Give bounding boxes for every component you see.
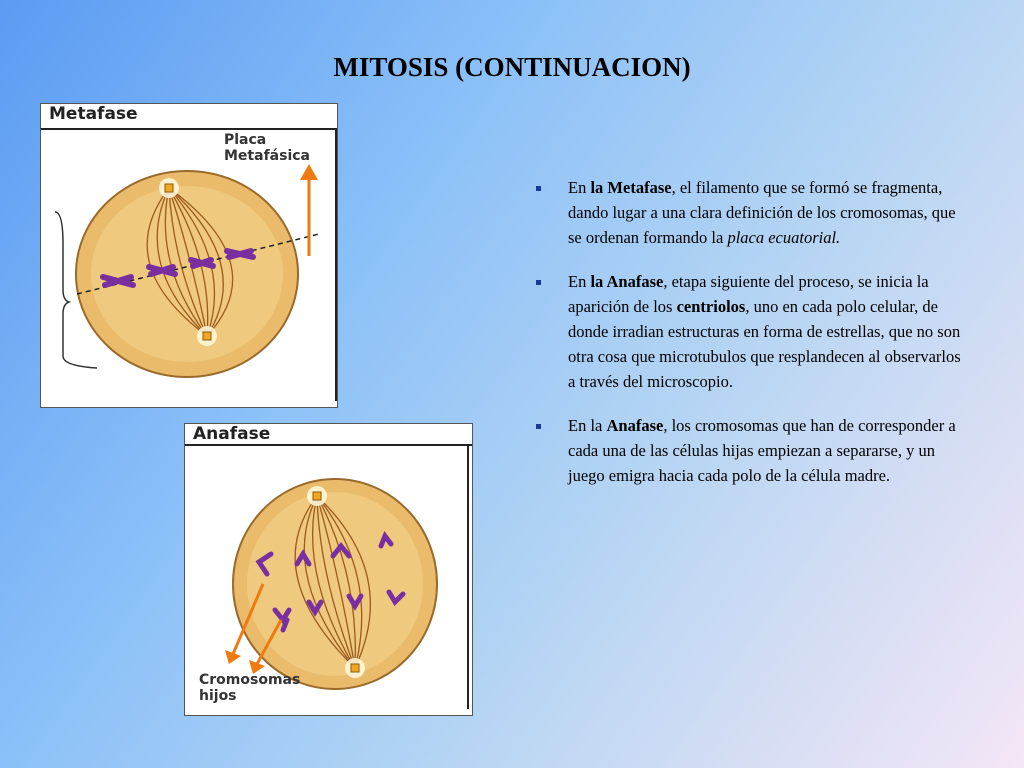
bullet-1-bold: la Metafase [590, 178, 672, 197]
bullet-1-text-b: , el filamento que se formó se fragmenta, dando lugar a una clara definición de los cromosomas, que se ordenan formando la [568, 178, 956, 247]
bullet-3-text-a: En la [568, 416, 607, 436]
anaphase-note-line1: Cromosomas [199, 672, 301, 688]
bullet-2-bold-a: la Anafase [590, 272, 664, 292]
metaphase-label: Metafase [49, 104, 138, 124]
metaphase-centriole-bottom [197, 326, 217, 346]
bullet-2-bold-b: centriolos [676, 297, 746, 317]
bullet-2-text-c: , uno en cada polo celular, de donde irradian estructuras en forma de estrellas, que no son otra cosa que microtubulos que resplandecen al observarlos a través del microscopio. [568, 297, 961, 391]
bullet-1-italic: placa ecuatorial. [727, 227, 841, 247]
anaphase-note-line2: hijos [199, 688, 237, 704]
bullet-3-text-b: , los cromosomas que han de corresponder a cada una de las células hijas empiezan a separarse, y un juego emigra hacia cada polo de la célula madre. [568, 416, 956, 485]
slide-title: MITOSIS (CONTINUACION) [333, 52, 691, 82]
metaphase-centriole-top [159, 178, 179, 198]
bullet-square-icon [536, 186, 541, 191]
bullet-3-bold: Anafase [606, 416, 664, 436]
metaphase-diagram [41, 104, 337, 407]
anaphase-cell-inner [247, 492, 423, 676]
bullet-item-anafase-centriolos [536, 270, 966, 394]
anaphase-note [199, 672, 300, 704]
bullet-item-anafase-cromosomas [536, 414, 966, 488]
metaphase-note-line2: Metafásica [224, 148, 310, 164]
metaphase-arrow [300, 164, 318, 256]
metaphase-figure [40, 103, 338, 408]
anaphase-figure [184, 423, 473, 716]
anaphase-label: Anafase [193, 424, 271, 444]
bullet-2-text-a: En [568, 272, 591, 292]
bullet-square-icon [536, 424, 541, 429]
bullet-2-text-b: , etapa siguiente del proceso, se inicia la aparición de los [568, 272, 929, 317]
bullet-1-text-a: En [568, 178, 591, 197]
bullet-square-icon [536, 280, 541, 285]
anaphase-centriole-bottom [345, 658, 365, 678]
anaphase-centriole-top [307, 486, 327, 506]
metaphase-note-line1: Placa [224, 132, 267, 148]
bullet-item-metafase [536, 176, 966, 250]
bullet-list [536, 176, 966, 509]
